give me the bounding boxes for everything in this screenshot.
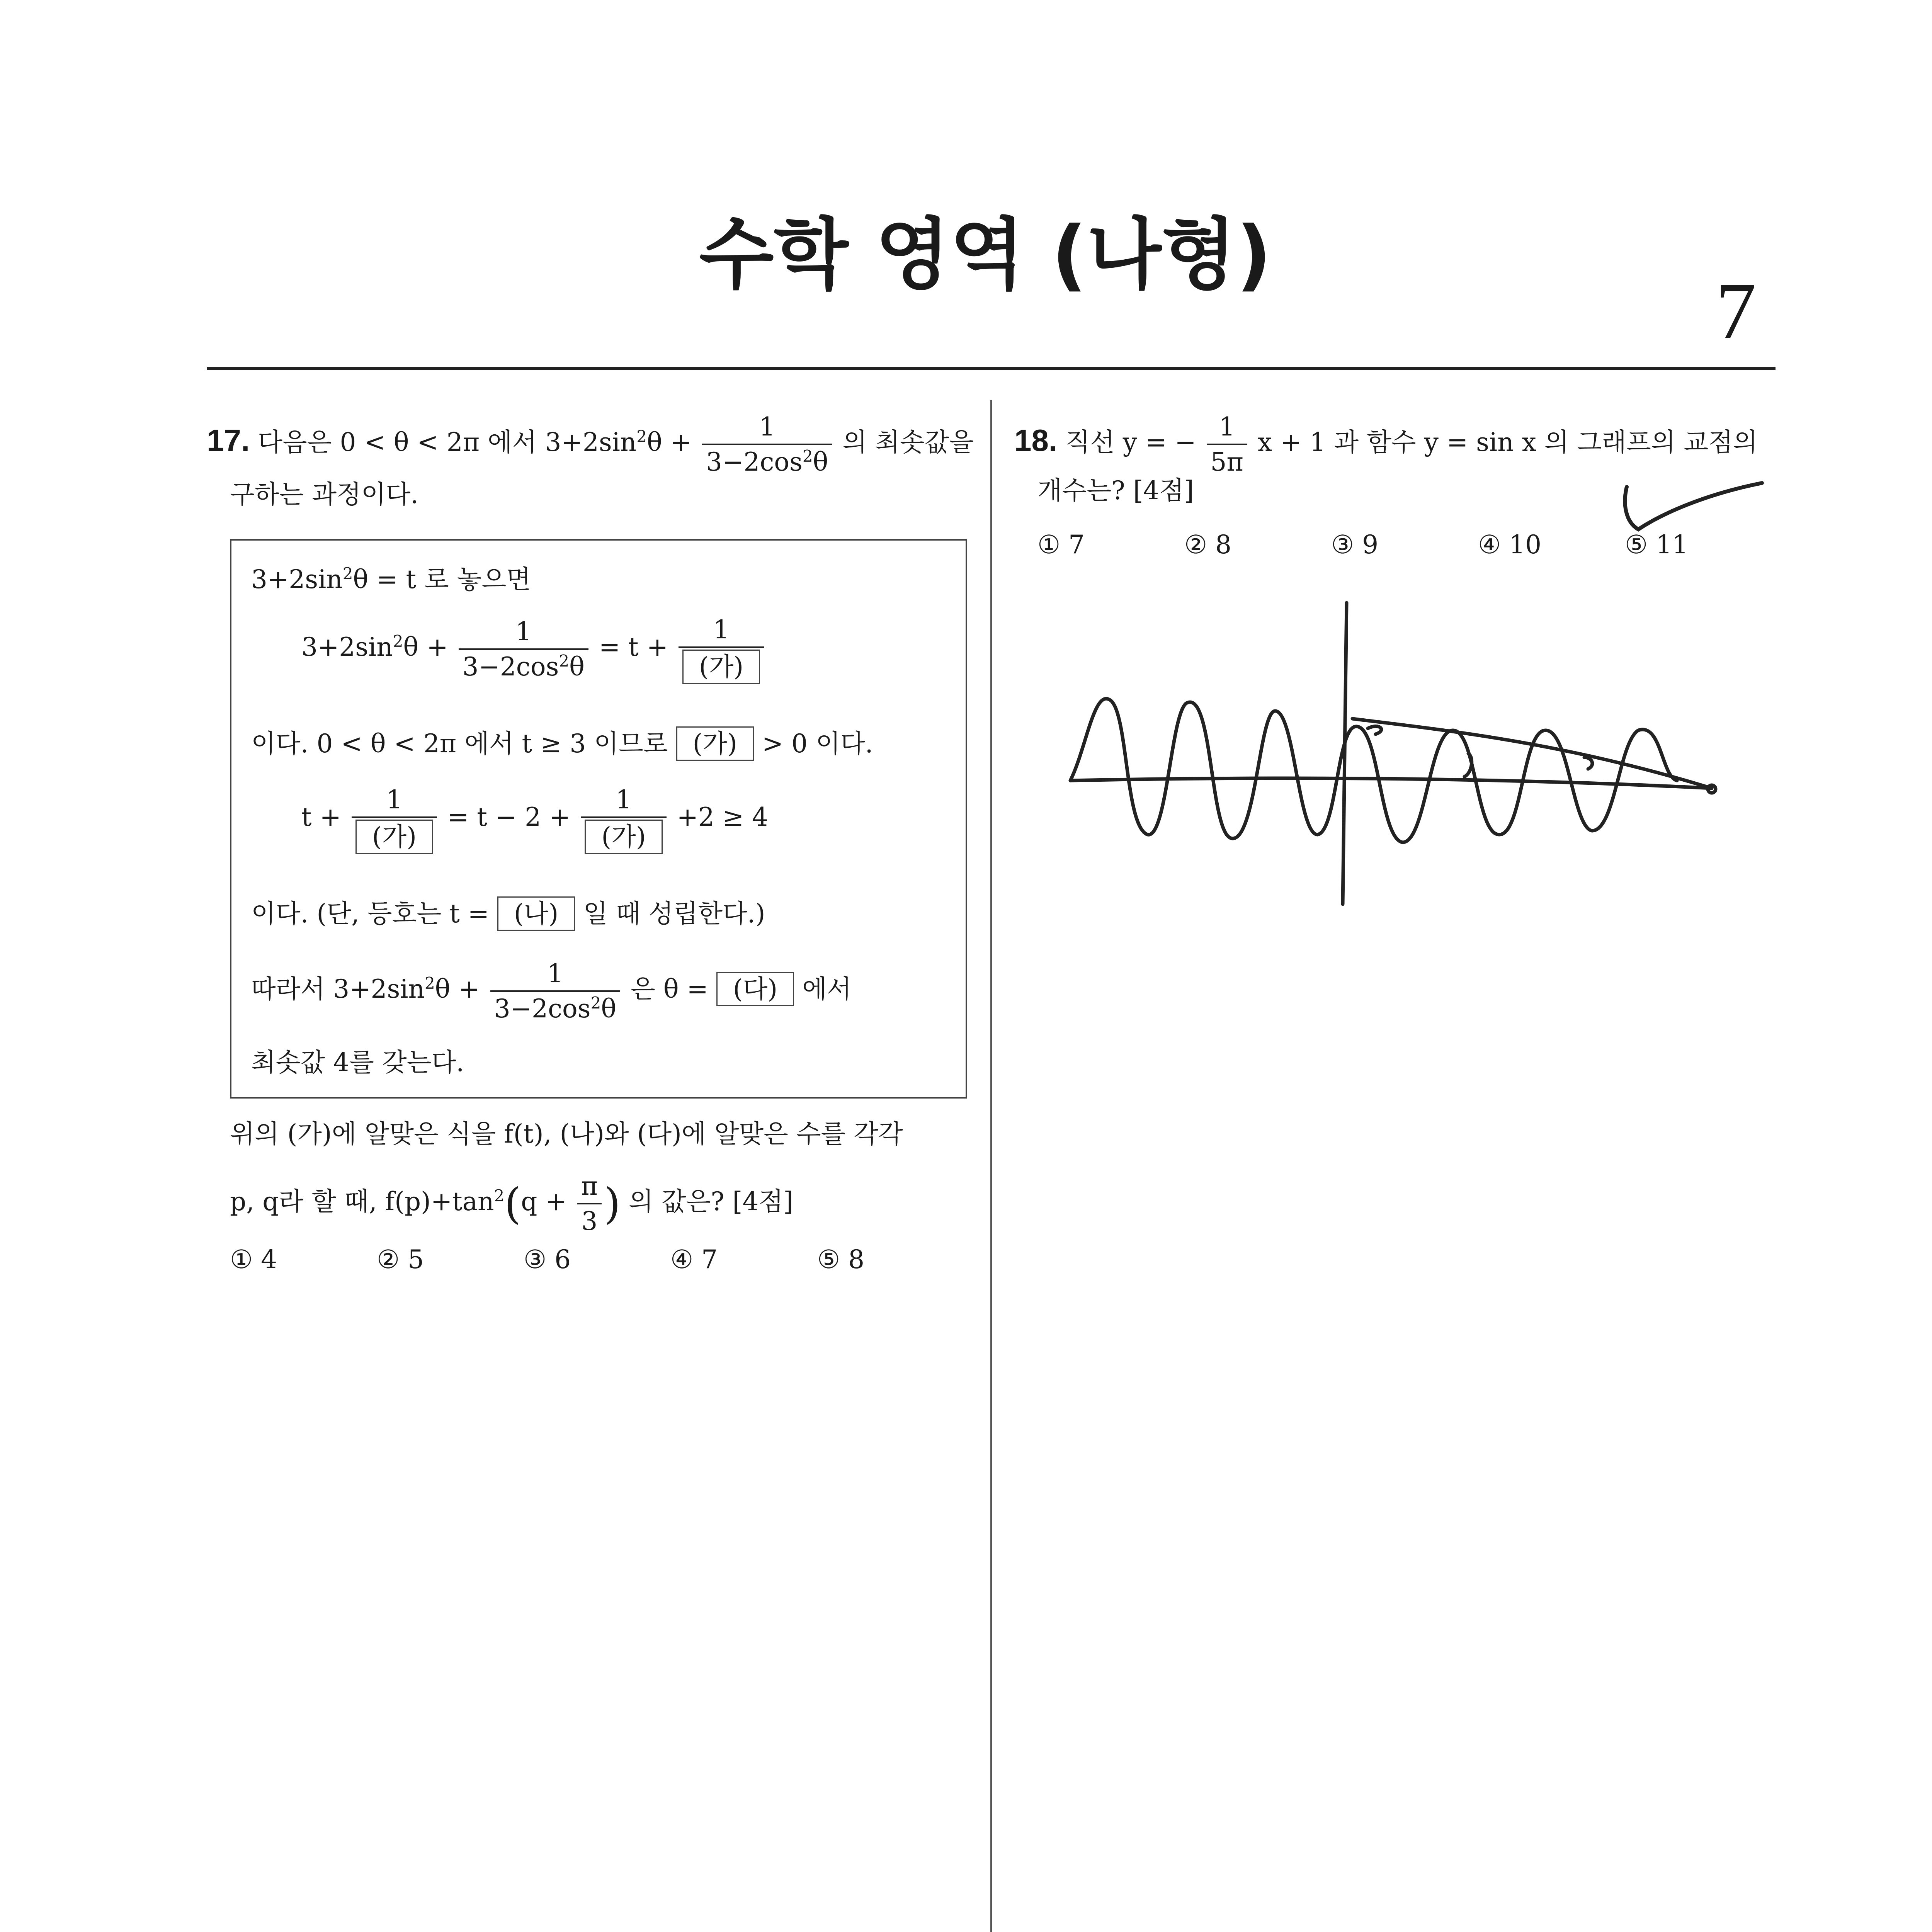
box-eq1-a: 3+2sin xyxy=(301,632,393,662)
handwritten-checkmark xyxy=(1615,479,1770,549)
q17-frac-den-text: 3−2cos xyxy=(706,447,803,477)
box-line5-b: 일 때 성립한다.) xyxy=(583,899,765,929)
q18-choice-2[interactable]: ② 8 xyxy=(1184,530,1232,560)
box-line1 xyxy=(251,564,531,595)
box-line6-b: θ + xyxy=(435,974,480,1004)
box-eq2-c: +2 ≥ 4 xyxy=(677,802,769,832)
q17-pi3-num: π xyxy=(581,1171,598,1201)
box-eq1-frac2 xyxy=(679,614,764,684)
q17-frac-den-theta: θ xyxy=(813,447,828,477)
q18-text-b: x + 1 과 함수 y = sin x 의 그래프의 교점의 xyxy=(1257,427,1758,457)
box-line1-sq: 2 xyxy=(342,564,353,583)
box-eq1-frac2-num: 1 xyxy=(713,615,730,645)
q17-paren-open: ( xyxy=(504,1179,521,1229)
box-line5-a: 이다. (단, 등호는 t = xyxy=(251,899,489,929)
box-eq2-frac2 xyxy=(581,784,666,854)
box-eq1-sq: 2 xyxy=(393,632,403,651)
q17-frac-den xyxy=(702,444,832,477)
page-title: 수학 영역 (나형) xyxy=(699,210,1272,300)
box-eq2-b: = t − 2 + xyxy=(447,802,571,832)
q17-choice-3[interactable]: ③ 6 xyxy=(524,1245,571,1274)
q17-paren-close: ) xyxy=(604,1179,621,1229)
q18-text-a: 직선 y = − xyxy=(1065,427,1196,457)
q17-choice-5[interactable]: ⑤ 8 xyxy=(817,1245,865,1274)
q17-sq: 2 xyxy=(636,427,647,446)
box-eq2-frac1-num: 1 xyxy=(386,785,403,815)
blank-da: (다) xyxy=(716,972,794,1006)
box-line6-frac-den-theta: θ xyxy=(601,994,617,1024)
q17-intro-text-b: θ + xyxy=(647,427,692,457)
box-line6-frac xyxy=(490,958,620,1024)
box-eq2 xyxy=(301,784,768,854)
q17-pi3-den: 3 xyxy=(577,1203,602,1236)
q18-frac-num: 1 xyxy=(1219,412,1235,442)
q18-choice-4[interactable]: ④ 10 xyxy=(1478,530,1542,560)
box-line6-c: 은 θ = xyxy=(631,974,708,1004)
box-eq1-frac-den-text: 3−2cos xyxy=(462,652,559,682)
q18-fraction xyxy=(1207,412,1247,477)
box-line6-a: 따라서 3+2sin xyxy=(251,974,425,1004)
q17-intro-text-c: 의 최솟값을 xyxy=(842,427,974,457)
box-line6 xyxy=(251,958,852,1024)
blank-ga: (가) xyxy=(682,650,760,684)
box-eq1 xyxy=(301,614,766,684)
box-eq1-frac-den xyxy=(459,648,588,682)
box-line6-frac-num: 1 xyxy=(547,959,563,988)
q18-choice-3[interactable]: ③ 9 xyxy=(1331,530,1379,560)
q17-intro-line2: 구하는 과정이다. xyxy=(230,480,419,509)
box-line7: 최솟값 4를 갖는다. xyxy=(251,1048,464,1077)
box-line6-frac-den-text: 3−2cos xyxy=(494,994,591,1024)
blank-ga-3: (가) xyxy=(585,820,662,854)
box-line3-b: > 0 이다. xyxy=(762,729,873,759)
q17-choice-1[interactable]: ① 4 xyxy=(230,1245,277,1274)
q17-choice-4[interactable]: ④ 7 xyxy=(670,1245,718,1274)
handwritten-graph-sketch xyxy=(1059,595,1739,912)
sketch-mark-3 xyxy=(1584,757,1592,769)
q17-pi3-frac xyxy=(577,1171,602,1236)
page-number: 7 xyxy=(1716,266,1756,356)
q17-question-sq: 2 xyxy=(494,1186,505,1206)
blank-na: (나) xyxy=(497,896,575,931)
q17-intro xyxy=(207,412,974,477)
box-eq1-frac xyxy=(459,616,588,682)
box-eq1-c: = t + xyxy=(599,632,668,662)
q17-frac-den-sq: 2 xyxy=(802,447,813,466)
box-eq1-frac-den-theta: θ xyxy=(569,652,585,682)
box-eq1-b: θ + xyxy=(403,632,448,662)
q17-frac-num: 1 xyxy=(759,412,776,442)
sketch-mark-1 xyxy=(1368,726,1381,734)
q17-intro-text-a: 다음은 0 < θ < 2π 에서 3+2sin xyxy=(258,427,637,457)
box-line6-frac-den xyxy=(490,990,620,1024)
q17-question-b: q + xyxy=(521,1187,567,1217)
box-line6-frac-den-sq: 2 xyxy=(590,993,601,1013)
box-eq1-frac2-den xyxy=(679,646,764,684)
q17-choices xyxy=(230,1244,964,1275)
blank-ga-inline: (가) xyxy=(676,726,754,761)
box-line1-a: 3+2sin xyxy=(251,565,343,594)
box-eq2-a: t + xyxy=(301,802,341,832)
blank-ga-2: (가) xyxy=(355,820,433,854)
box-eq2-frac2-num: 1 xyxy=(616,785,632,815)
box-eq1-frac-num: 1 xyxy=(515,617,532,646)
q17-number: 17. xyxy=(207,423,250,458)
q17-question-line2 xyxy=(230,1171,793,1236)
q17-question-a: p, q라 할 때, f(p)+tan xyxy=(230,1187,494,1217)
q17-fraction xyxy=(702,412,832,477)
q18-choice-5[interactable]: ⑤ 11 xyxy=(1625,530,1689,560)
box-line5 xyxy=(251,896,765,931)
box-eq2-frac2-den xyxy=(581,816,666,854)
box-line3 xyxy=(251,726,873,761)
q18-line2: 개수는? [4점] xyxy=(1037,476,1194,505)
q18-frac-den: 5π xyxy=(1207,444,1247,477)
box-eq2-frac1 xyxy=(352,784,437,854)
box-eq1-frac-den-sq: 2 xyxy=(559,651,570,671)
box-line3-a: 이다. 0 < θ < 2π 에서 t ≥ 3 이므로 xyxy=(251,729,668,759)
box-line6-sq: 2 xyxy=(425,974,435,993)
q18-choice-1[interactable]: ① 7 xyxy=(1037,530,1085,560)
q17-question-c: 의 값은? [4점] xyxy=(628,1187,793,1217)
box-line6-d: 에서 xyxy=(802,974,852,1004)
box-eq2-frac1-den xyxy=(352,816,437,854)
q17-question-line1: 위의 (가)에 알맞은 식을 f(t), (나)와 (다)에 알맞은 수를 각각 xyxy=(230,1119,903,1149)
q18-intro xyxy=(1014,412,1758,477)
q17-choice-2[interactable]: ② 5 xyxy=(377,1245,424,1274)
header-rule xyxy=(207,367,1776,370)
box-line1-b: θ = t 로 놓으면 xyxy=(353,565,531,594)
column-divider xyxy=(990,400,992,1932)
q18-number: 18. xyxy=(1014,423,1058,458)
